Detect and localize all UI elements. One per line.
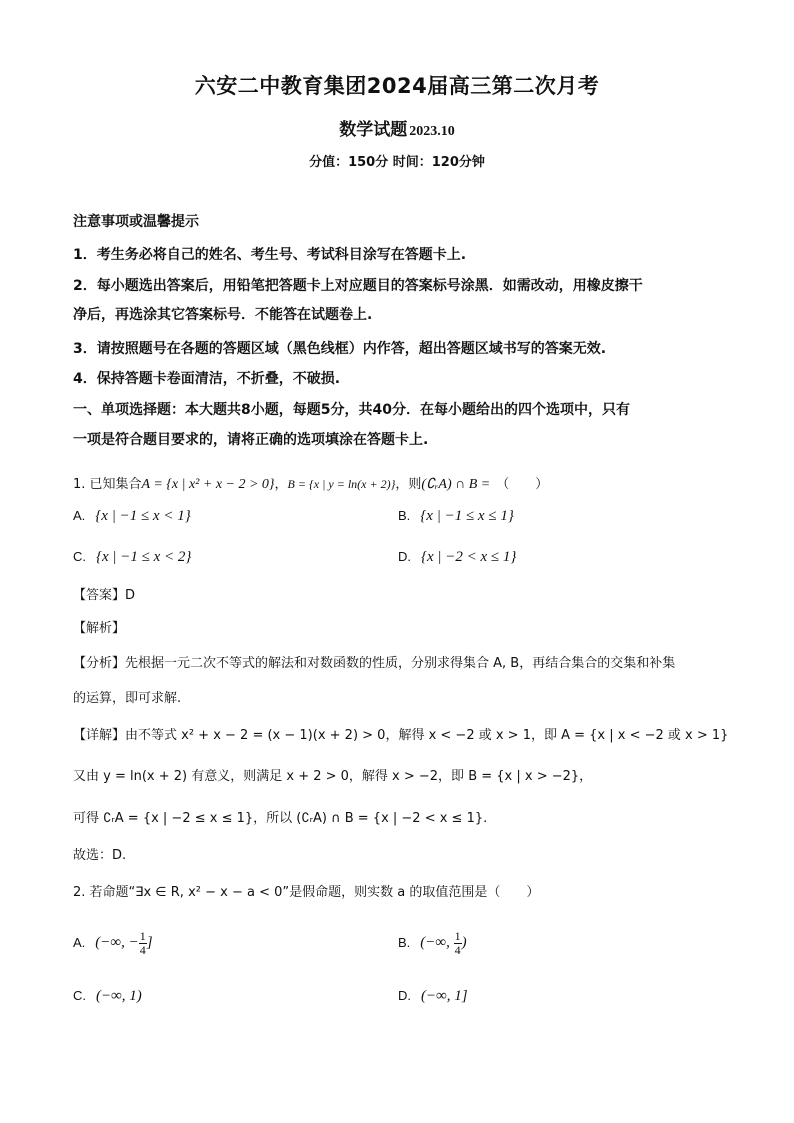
note-4: 4．保持答题卡卷面清洁，不折叠，不破损.	[73, 371, 341, 387]
option-pre: (−∞, −	[95, 934, 139, 951]
section-heading-line2: 一项是符合题目要求的，请将正确的选项填涂在答题卡上.	[73, 432, 429, 448]
option-text: {x | −1 ≤ x ≤ 1}	[420, 508, 514, 524]
section-heading-line1: 一、单项选择题：本大题共8小题，每题5分，共40分．在每小题给出的四个选项中，只有	[73, 402, 630, 418]
detail-tag: 【详解】	[73, 728, 126, 743]
fenxi-tag: 【分析】	[73, 656, 126, 671]
q1-detail-2: 又由 y = ln(x + 2) 有意义，则满足 x + 2 > 0，解得 x > −2，即 B = {x | x > −2}，	[73, 769, 593, 784]
fraction-denominator: 4	[139, 943, 146, 957]
q1-prefix: 1. 已知集合	[73, 477, 142, 492]
q2-option-d	[398, 988, 468, 1005]
q1-answer-paren: （ ）	[496, 477, 549, 492]
q1-then: ，则	[395, 477, 422, 492]
question-2-stem: 2. 若命题“∃x ∈ R, x² − x − a < 0”是假命题，则实数 a 的取值范围是（ ）	[73, 885, 540, 900]
q1-sep: ，	[274, 477, 288, 492]
exam-title: 六安二中教育集团2024届高三第二次月考	[194, 74, 600, 98]
option-label: B.	[398, 934, 411, 950]
fraction	[139, 930, 147, 957]
option-text: (−∞, 1]	[421, 988, 468, 1004]
q1-fenxi	[73, 654, 675, 674]
note-1: 1．考生务必将自己的姓名、考生号、考试科目涂写在答题卡上.	[73, 247, 467, 263]
fraction	[454, 930, 462, 957]
option-label: D.	[398, 988, 411, 1003]
q1-set-b: B = {x | y = ln(x + 2)}	[287, 477, 396, 491]
subject-label: 数学试题	[339, 120, 408, 140]
option-pre: (−∞,	[420, 934, 454, 951]
q1-option-c	[73, 549, 191, 566]
q1-conclusion: 故选：D.	[73, 848, 127, 863]
option-text: (−∞, 1)	[96, 988, 142, 1004]
option-post: )	[461, 934, 467, 951]
fraction-denominator: 4	[454, 943, 461, 957]
q1-detail	[73, 726, 728, 746]
notes-heading: 注意事项或温馨提示	[73, 214, 199, 230]
q1-expression: (∁ᵣA) ∩ B =	[421, 477, 491, 492]
q2-option-b	[398, 930, 467, 957]
q1-fenxi-cont: 的运算，即可求解.	[73, 691, 182, 706]
fraction-numerator: 1	[139, 929, 146, 943]
q1-option-d	[398, 549, 516, 566]
fraction-numerator: 1	[454, 929, 461, 943]
q2-option-c	[73, 988, 142, 1005]
exam-subject	[0, 115, 794, 140]
option-text: {x | −2 < x ≤ 1}	[421, 549, 517, 565]
option-label: A.	[73, 934, 86, 950]
option-text: {x | −1 ≤ x < 1}	[95, 508, 191, 524]
option-label: C.	[73, 549, 86, 564]
option-post: ]	[146, 934, 153, 951]
detail-text: 由不等式 x² + x − 2 = (x − 1)(x + 2) > 0，解得 x < −2 或 x > 1，即 A = {x | x < −2 或 x > 1}	[125, 728, 729, 743]
option-label: A.	[73, 508, 86, 523]
q1-option-b	[398, 508, 514, 525]
option-label: C.	[73, 988, 86, 1003]
q1-set-a: A = {x | x² + x − 2 > 0}	[141, 477, 275, 492]
question-1-stem	[73, 474, 548, 495]
note-3: 3．请按照题号在各题的答题区域（黑色线框）内作答，超出答题区域书写的答案无效.	[73, 341, 607, 357]
answer-tag: 【答案】	[73, 588, 126, 603]
exam-date: 2023.10	[409, 124, 455, 139]
option-label: D.	[398, 549, 411, 564]
q2-option-a	[73, 930, 153, 957]
q1-detail-3: 可得 ∁ᵣA = {x | −2 ≤ x ≤ 1}，所以 (∁ᵣA) ∩ B = {x | −2 < x ≤ 1}.	[73, 811, 488, 826]
q1-option-a	[73, 508, 191, 525]
option-text: {x | −1 ≤ x < 2}	[96, 549, 192, 565]
score-time-info: 分值：150分 时间：120分钟	[309, 155, 485, 170]
note-2-cont: 净后，再选涂其它答案标号．不能答在试题卷上.	[73, 307, 373, 323]
answer-value: D	[125, 588, 136, 603]
q1-analysis-tag: 【解析】	[73, 621, 126, 636]
fenxi-text: 先根据一元二次不等式的解法和对数函数的性质，分别求得集合 A, B，再结合集合的交集和补集	[125, 656, 676, 671]
option-label: B.	[398, 508, 411, 523]
note-2: 2．每小题选出答案后，用铅笔把答题卡上对应题目的答案标号涂黑．如需改动，用橡皮擦干	[73, 278, 643, 294]
q1-answer	[73, 586, 135, 606]
